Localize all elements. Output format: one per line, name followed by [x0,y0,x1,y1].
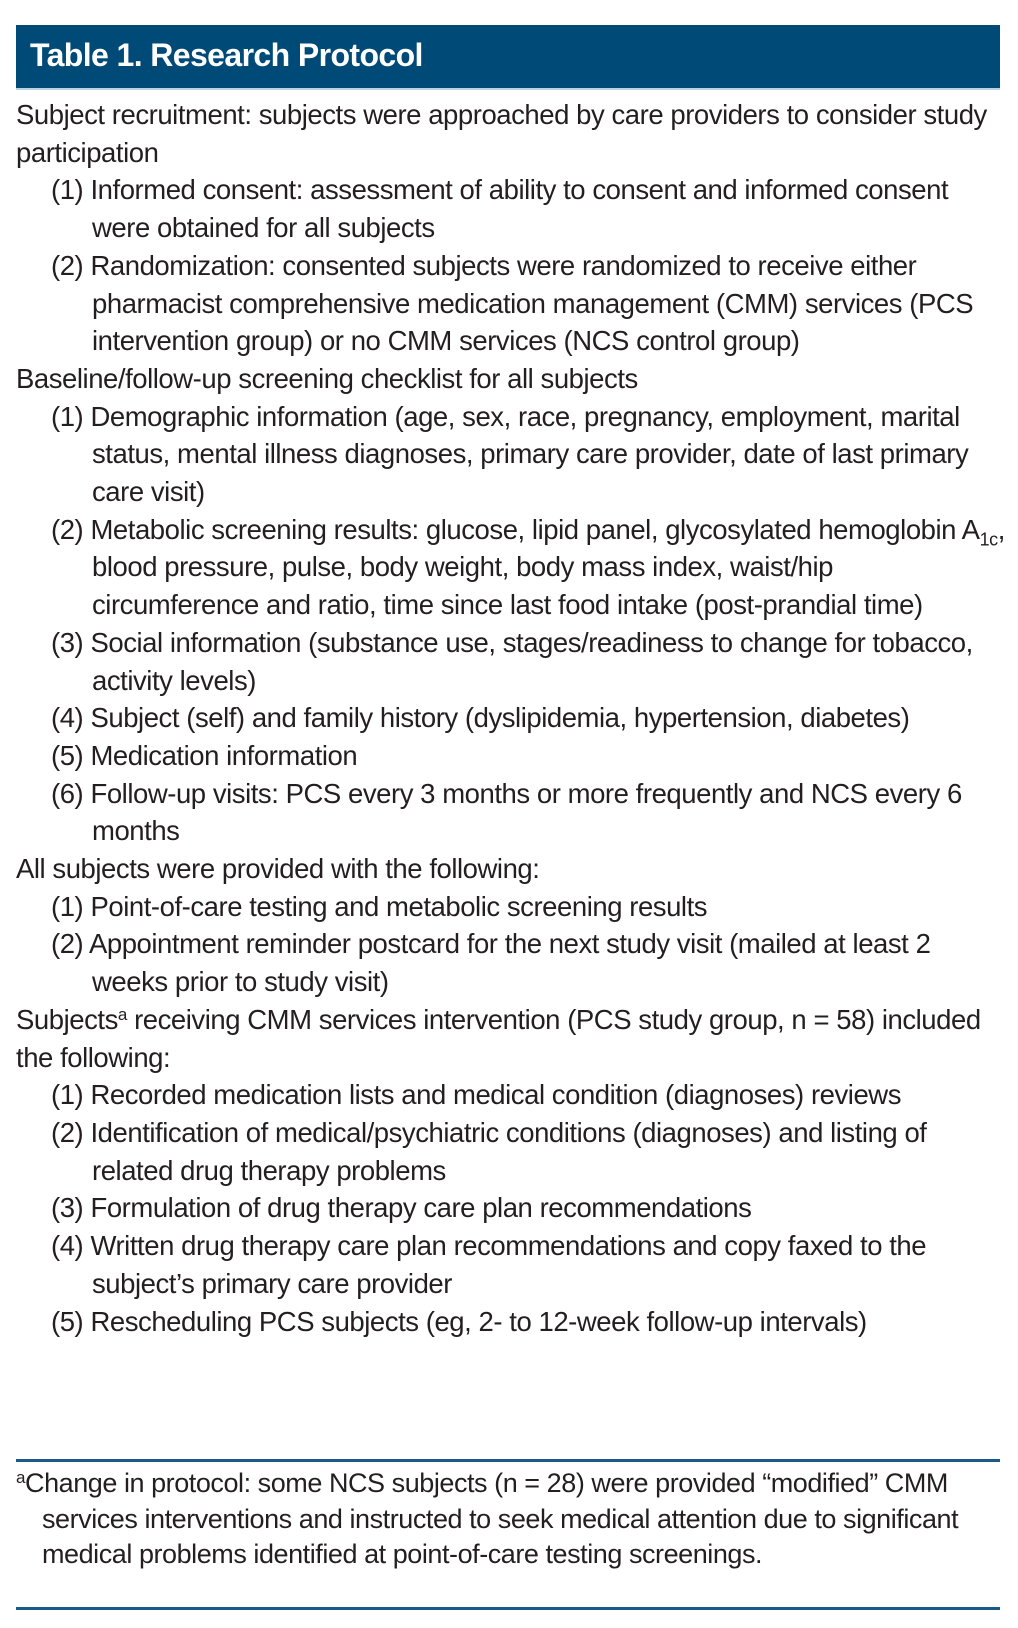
footnote-marker: a [117,1004,127,1024]
item-text: Formulation of drug therapy care plan recommendations [90,1192,752,1224]
item-number: (5) [51,739,84,771]
list-item [16,925,1006,1000]
item-text: Demographic information (age, sex, race, pregnancy, employment, marital status, mental illness diagnoses, primary care provider, date of last primary care visit) [90,400,969,508]
list-item [16,1076,1006,1114]
table-title-bar [16,25,1000,90]
item-number: (4) [51,702,84,734]
heading-text: Subjects [16,1003,118,1035]
list-item [16,1189,1006,1227]
list-item [16,398,1006,511]
item-text: , blood pressure, pulse, body weight, body mass index, waist/hip circumference and ratio, time since last food intake (post-prandial time) [92,513,1005,621]
item-number: (2) [51,1116,84,1148]
item-text: Informed consent: assessment of ability to consent and informed consent were obtained for all subjects [90,174,949,244]
section-heading: All subjects were provided with the following: [16,853,540,885]
list-item [16,624,1006,699]
item-text: Written drug therapy care plan recommendations and copy faxed to the subject’s primary care provider [90,1230,927,1299]
table-divider [16,1459,1000,1462]
section-heading [16,1001,1006,1076]
item-number: (1) [51,1079,84,1111]
item-text: Subject (self) and family history (dyslipidemia, hypertension, diabetes) [90,702,910,734]
table-body [16,96,1006,1340]
item-number: (2) [51,513,84,545]
item-text: Randomization: consented subjects were randomized to receive either pharmacist comprehensive medication management (CMM) services (PCS intervention group) or no CMM services (NCS control group) [90,249,974,357]
list-item [16,511,1006,624]
section-heading: Baseline/follow-up screening checklist for all subjects [16,362,638,394]
item-number: (5) [51,1305,84,1337]
item-text: Social information (substance use, stages/readiness to change for tobacco, activity levels) [90,626,973,696]
item-number: (1) [51,400,84,432]
list-item [16,1227,1006,1302]
footnote [16,1466,1017,1573]
table-title: Table 1. Research Protocol [30,37,423,73]
item-text: Point-of-care testing and metabolic screening results [90,890,708,922]
list-item [16,888,1006,926]
footnote-marker: a [16,1468,26,1487]
item-text: Appointment reminder postcard for the next study visit (mailed at least 2 weeks prior to study visit) [88,928,931,998]
item-text: Follow-up visits: PCS every 3 months or more frequently and NCS every 6 months [90,777,962,847]
item-text: Identification of medical/psychiatric conditions (diagnoses) and listing of related drug therapy problems [90,1116,927,1186]
footnote-text: Change in protocol: some NCS subjects (n = 28) were provided “modified” CMM services interventions and instructed to seek medical attention due to significant medical problems identified at point-of-care testing screenings. [25,1468,959,1569]
item-text: Recorded medication lists and medical condition (diagnoses) reviews [90,1079,902,1111]
table-bottom-rule [16,1607,1000,1610]
list-item [16,737,1006,775]
item-text: Metabolic screening results: glucose, lipid panel, glycosylated hemoglobin A [90,513,980,545]
list-item [16,1303,1006,1341]
heading-text: receiving CMM services intervention (PCS study group, n = 58) included the following: [16,1003,981,1073]
list-item [16,775,1006,850]
item-text: Medication information [90,739,358,771]
item-number: (2) [51,249,84,281]
item-number: (3) [51,626,84,658]
item-number: (6) [51,777,84,809]
item-number: (4) [51,1230,84,1262]
item-number: (3) [51,1192,84,1224]
subscript: 1c [979,529,998,550]
list-item [16,699,1006,737]
item-text: Rescheduling PCS subjects (eg, 2- to 12-week follow-up intervals) [90,1305,867,1337]
list-item [16,1114,1006,1189]
item-number: (1) [51,890,84,922]
item-number: (1) [51,174,84,206]
item-number: (2) [51,928,84,960]
list-item [16,171,1006,246]
section-heading: Subject recruitment: subjects were approached by care providers to consider study participation [16,99,987,168]
list-item [16,247,1006,360]
